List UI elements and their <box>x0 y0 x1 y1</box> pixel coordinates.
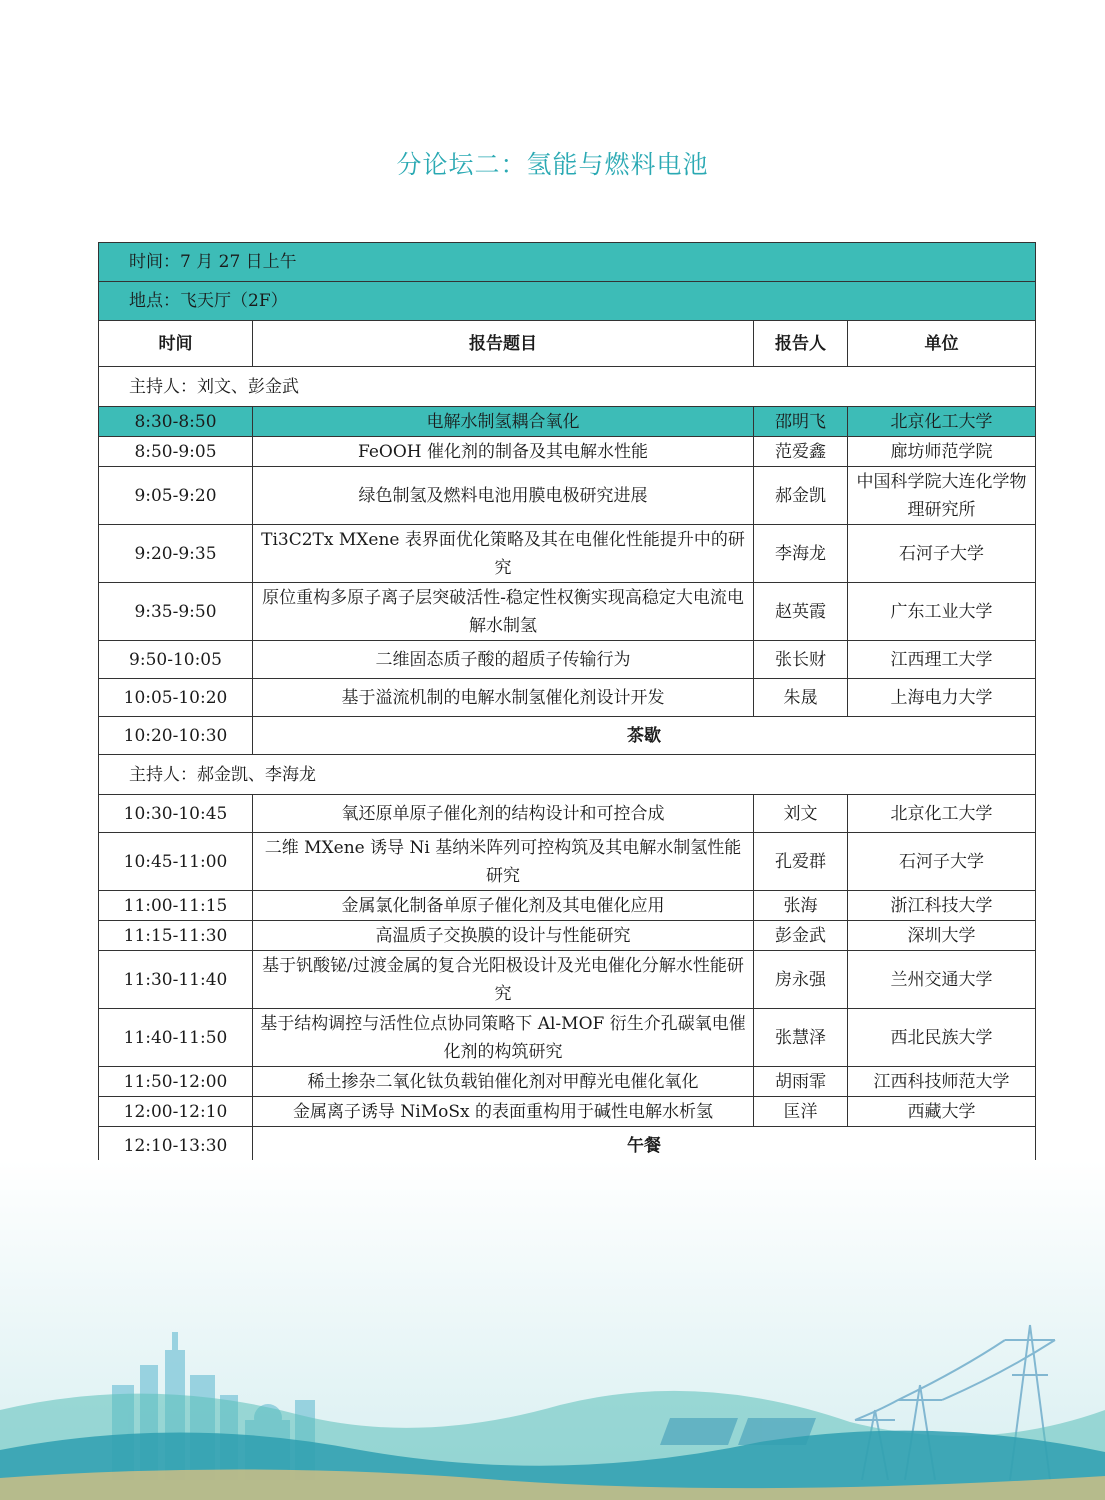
row-speaker: 郝金凯 <box>754 467 848 525</box>
table-row <box>99 1067 1036 1097</box>
row-time: 11:15-11:30 <box>99 921 253 951</box>
page-title: 分论坛二：氢能与燃料电池 <box>396 150 709 179</box>
row-org: 广东工业大学 <box>848 583 1036 641</box>
row-speaker: 赵英霞 <box>754 583 848 641</box>
table-row <box>99 679 1036 717</box>
landscape-illustration <box>0 1160 1105 1500</box>
row-time: 8:30-8:50 <box>99 407 253 437</box>
row-topic: 金属氯化制备单原子催化剂及其电催化应用 <box>253 891 754 921</box>
venue-row <box>99 282 1036 321</box>
row-time: 11:00-11:15 <box>99 891 253 921</box>
row-org: 北京化工大学 <box>848 795 1036 833</box>
row-org: 浙江科技大学 <box>848 891 1036 921</box>
row-time: 9:20-9:35 <box>99 525 253 583</box>
row-org: 江西科技师范大学 <box>848 1067 1036 1097</box>
row-speaker: 范爱鑫 <box>754 437 848 467</box>
row-speaker: 邵明飞 <box>754 407 848 437</box>
row-time: 9:35-9:50 <box>99 583 253 641</box>
host-label: 主持人：郝金凯、李海龙 <box>99 755 1036 795</box>
row-topic: 基于结构调控与活性位点协同策略下 Al-MOF 衍生介孔碳氧电催化剂的构筑研究 <box>253 1009 754 1067</box>
row-topic: FeOOH 催化剂的制备及其电解水性能 <box>253 437 754 467</box>
row-time: 8:50-9:05 <box>99 437 253 467</box>
row-speaker: 匡洋 <box>754 1097 848 1127</box>
row-speaker: 刘文 <box>754 795 848 833</box>
row-time: 11:50-12:00 <box>99 1067 253 1097</box>
row-topic: 氧还原单原子催化剂的结构设计和可控合成 <box>253 795 754 833</box>
table-row <box>99 795 1036 833</box>
row-topic: Ti3C2Tx MXene 表界面优化策略及其在电催化性能提升中的研究 <box>253 525 754 583</box>
row-time: 9:05-9:20 <box>99 467 253 525</box>
row-time: 12:00-12:10 <box>99 1097 253 1127</box>
break-time: 10:20-10:30 <box>99 717 253 755</box>
table-row <box>99 641 1036 679</box>
row-topic: 二维固态质子酸的超质子传输行为 <box>253 641 754 679</box>
row-org: 石河子大学 <box>848 833 1036 891</box>
header-row <box>99 321 1036 367</box>
table-row <box>99 467 1036 525</box>
row-speaker: 张慧泽 <box>754 1009 848 1067</box>
row-org: 石河子大学 <box>848 525 1036 583</box>
break-label: 午餐 <box>253 1127 1036 1165</box>
row-org: 廊坊师范学院 <box>848 437 1036 467</box>
table-row <box>99 921 1036 951</box>
host-row-1 <box>99 367 1036 407</box>
table-row <box>99 891 1036 921</box>
row-org: 深圳大学 <box>848 921 1036 951</box>
row-time: 10:45-11:00 <box>99 833 253 891</box>
header-topic: 报告题目 <box>253 321 754 367</box>
row-topic: 高温质子交换膜的设计与性能研究 <box>253 921 754 951</box>
row-topic: 稀土掺杂二氧化钛负载铂催化剂对甲醇光电催化氧化 <box>253 1067 754 1097</box>
header-speaker: 报告人 <box>754 321 848 367</box>
table-row <box>99 583 1036 641</box>
row-time: 10:30-10:45 <box>99 795 253 833</box>
row-topic: 金属离子诱导 NiMoSx 的表面重构用于碱性电解水析氢 <box>253 1097 754 1127</box>
host-row-2 <box>99 755 1036 795</box>
session-time-row <box>99 243 1036 282</box>
session-time: 时间：7 月 27 日上午 <box>99 243 1036 282</box>
row-speaker: 李海龙 <box>754 525 848 583</box>
break-label: 茶歇 <box>253 717 1036 755</box>
row-org: 上海电力大学 <box>848 679 1036 717</box>
row-topic: 基于钒酸铋/过渡金属的复合光阳极设计及光电催化分解水性能研究 <box>253 951 754 1009</box>
table-row <box>99 437 1036 467</box>
break-row-lunch <box>99 1127 1036 1165</box>
row-org: 北京化工大学 <box>848 407 1036 437</box>
row-speaker: 张海 <box>754 891 848 921</box>
row-topic: 基于溢流机制的电解水制氢催化剂设计开发 <box>253 679 754 717</box>
row-time: 11:40-11:50 <box>99 1009 253 1067</box>
row-org: 西藏大学 <box>848 1097 1036 1127</box>
row-speaker: 胡雨霏 <box>754 1067 848 1097</box>
table-row <box>99 525 1036 583</box>
row-org: 中国科学院大连化学物理研究所 <box>848 467 1036 525</box>
schedule-table <box>98 242 1036 1165</box>
table-row <box>99 407 1036 437</box>
break-time: 12:10-13:30 <box>99 1127 253 1165</box>
table-row <box>99 951 1036 1009</box>
row-speaker: 孔爱群 <box>754 833 848 891</box>
row-topic: 电解水制氢耦合氧化 <box>253 407 754 437</box>
row-topic: 二维 MXene 诱导 Ni 基纳米阵列可控构筑及其电解水制氢性能研究 <box>253 833 754 891</box>
row-speaker: 张长财 <box>754 641 848 679</box>
row-time: 9:50-10:05 <box>99 641 253 679</box>
break-row-tea <box>99 717 1036 755</box>
table-row <box>99 1097 1036 1127</box>
table-row <box>99 1009 1036 1067</box>
row-speaker: 房永强 <box>754 951 848 1009</box>
row-org: 西北民族大学 <box>848 1009 1036 1067</box>
table-row <box>99 833 1036 891</box>
venue: 地点：飞天厅（2F） <box>99 282 1036 321</box>
row-speaker: 彭金武 <box>754 921 848 951</box>
row-org: 江西理工大学 <box>848 641 1036 679</box>
row-org: 兰州交通大学 <box>848 951 1036 1009</box>
header-time: 时间 <box>99 321 253 367</box>
row-speaker: 朱晟 <box>754 679 848 717</box>
row-time: 10:05-10:20 <box>99 679 253 717</box>
row-topic: 绿色制氢及燃料电池用膜电极研究进展 <box>253 467 754 525</box>
host-1: 主持人：刘文、彭金武 <box>99 367 1036 407</box>
row-topic: 原位重构多原子离子层突破活性-稳定性权衡实现高稳定大电流电解水制氢 <box>253 583 754 641</box>
row-time: 11:30-11:40 <box>99 951 253 1009</box>
header-org: 单位 <box>848 321 1036 367</box>
